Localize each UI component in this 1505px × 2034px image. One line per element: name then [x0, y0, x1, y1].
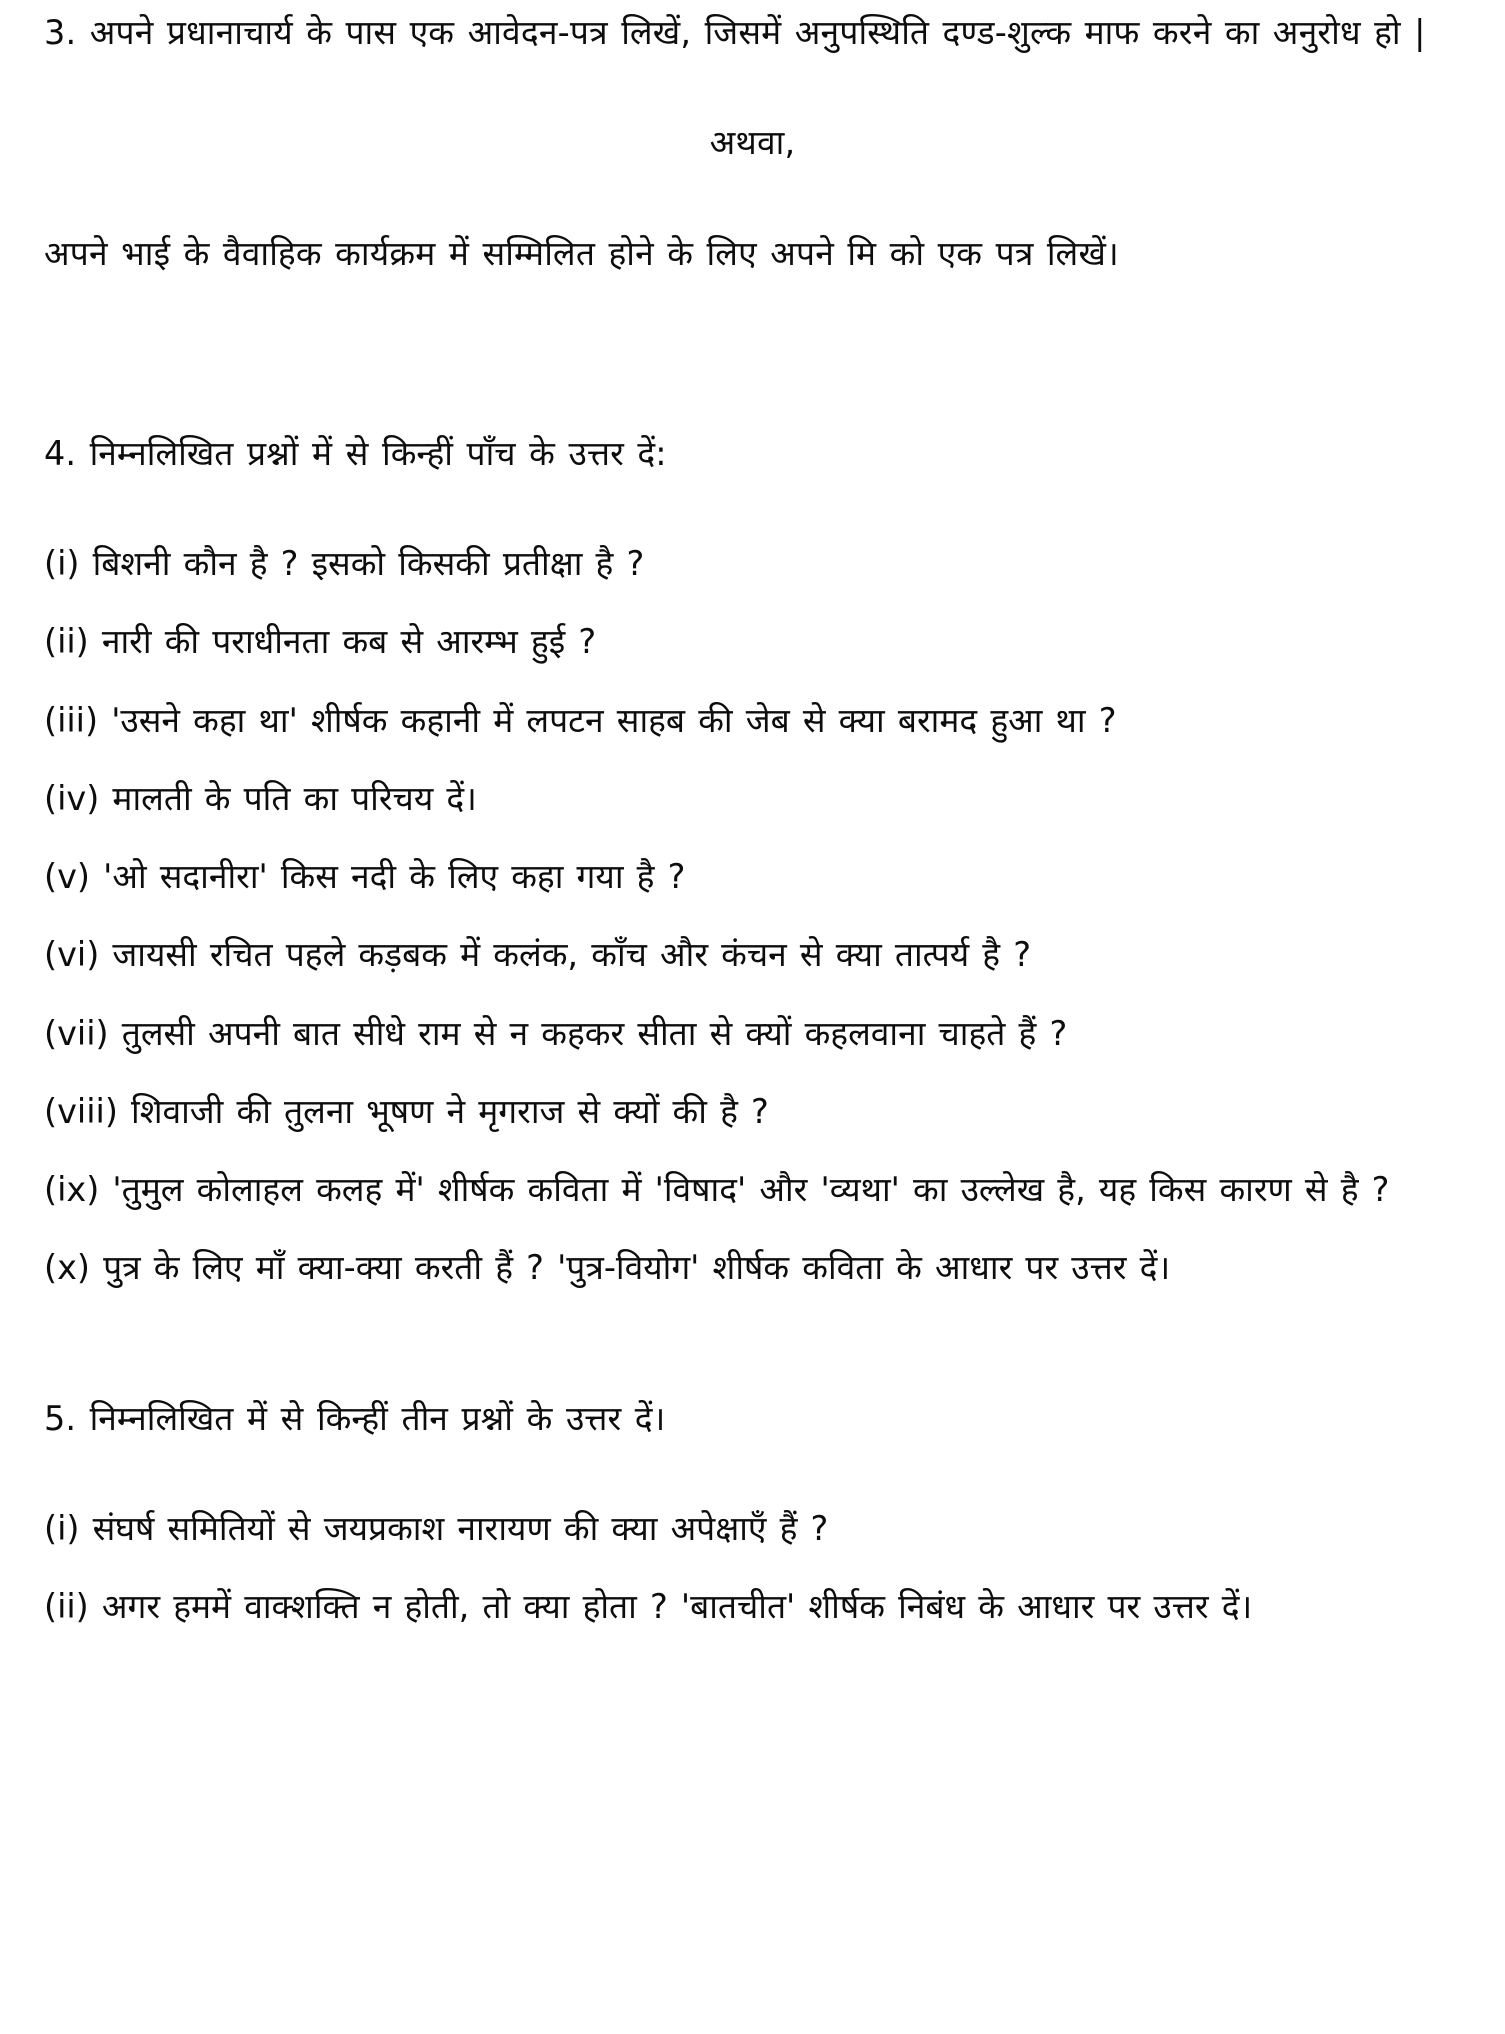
- question-4-heading-block: [44, 427, 1461, 481]
- question-4-item-ii: (ii) नारी की पराधीनता कब से आरम्भ हुई ?: [44, 622, 597, 662]
- question-3-alternative-text: अपने भाई के वैवाहिक कार्यक्रम में सम्मिलित होने के लिए अपने मि को एक पत्र लिखें।: [44, 233, 1119, 273]
- spacer-after-q5-heading: [44, 1472, 1461, 1502]
- question-4-item-viii: (viii) शिवाजी की तुलना भूषण ने मृगराज से क्यों की है ?: [44, 1091, 769, 1131]
- question-3-block: [44, 6, 1461, 60]
- document-body: [44, 0, 1461, 1635]
- question-3-text: 3. अपने प्रधानाचार्य के पास एक आवेदन-पत्र लिखें, जिसमें अनुपस्थिति दण्ड-शुल्क माफ करने का अनुरोध हो |: [44, 13, 1426, 52]
- question-4-item-ix: (ix) 'तुमुल कोलाहल कलह में' शीर्षक कविता में 'विषाद' और 'व्यथा' का उल्लेख है, यह किस कारण से है ?: [44, 1170, 1390, 1210]
- spacer-after-q4-heading: [44, 507, 1461, 537]
- question-4-item-vii: (vii) तुलसी अपनी बात सीधे राम से न कहकर सीता से क्यों कहलवाना चाहते हैं ?: [44, 1013, 1068, 1053]
- alternative-label-block: [44, 116, 1461, 170]
- alternative-label-text: अथवा,: [709, 123, 796, 163]
- spacer-before-q4: [44, 307, 1461, 427]
- spacer-after-athava: [44, 197, 1461, 227]
- question-4-item-x: (x) पुत्र के लिए माँ क्या-क्या करती हैं ? 'पुत्र-वियोग' शीर्षक कविता के आधार पर उत्तर दें।: [44, 1248, 1171, 1288]
- question-4-item-iv: (iv) मालती के पति का परिचय दें।: [44, 778, 477, 818]
- question-4-item-i: (i) बिशनी कौन है ? इसको किसकी प्रतीक्षा है ?: [44, 544, 645, 584]
- question-4-item-v: (v) 'ओ सदानीरा' किस नदी के लिए कहा गया है ?: [44, 857, 686, 897]
- question-5-heading-block: [44, 1392, 1461, 1446]
- question-4-item-iii: (iii) 'उसने कहा था' शीर्षक कहानी में लपटन साहब की जेब से क्या बरामद हुआ था ?: [44, 700, 1117, 740]
- question-3-alternative-block: [44, 227, 1461, 281]
- question-5-items: [44, 1502, 1461, 1635]
- question-5-item-ii: (ii) अगर हममें वाक्शक्ति न होती, तो क्या होता ? 'बातचीत' शीर्षक निबंध के आधार पर उत्तर दें।: [44, 1587, 1253, 1627]
- spacer-after-q3: [44, 86, 1461, 116]
- question-4-heading: 4. निम्नलिखित प्रश्नों में से किन्हीं पाँच के उत्तर दें:: [44, 433, 667, 473]
- question-4-item-vi: (vi) जायसी रचित पहले कड़बक में कलंक, काँच और कंचन से क्या तात्पर्य है ?: [44, 935, 1032, 975]
- spacer-before-q5: [44, 1296, 1461, 1392]
- question-5-item-i: (i) संघर्ष समितियों से जयप्रकाश नारायण की क्या अपेक्षाएँ हैं ?: [44, 1508, 829, 1548]
- question-4-items: [44, 537, 1461, 1296]
- question-5-heading: 5. निम्नलिखित में से किन्हीं तीन प्रश्नों के उत्तर दें।: [44, 1398, 666, 1438]
